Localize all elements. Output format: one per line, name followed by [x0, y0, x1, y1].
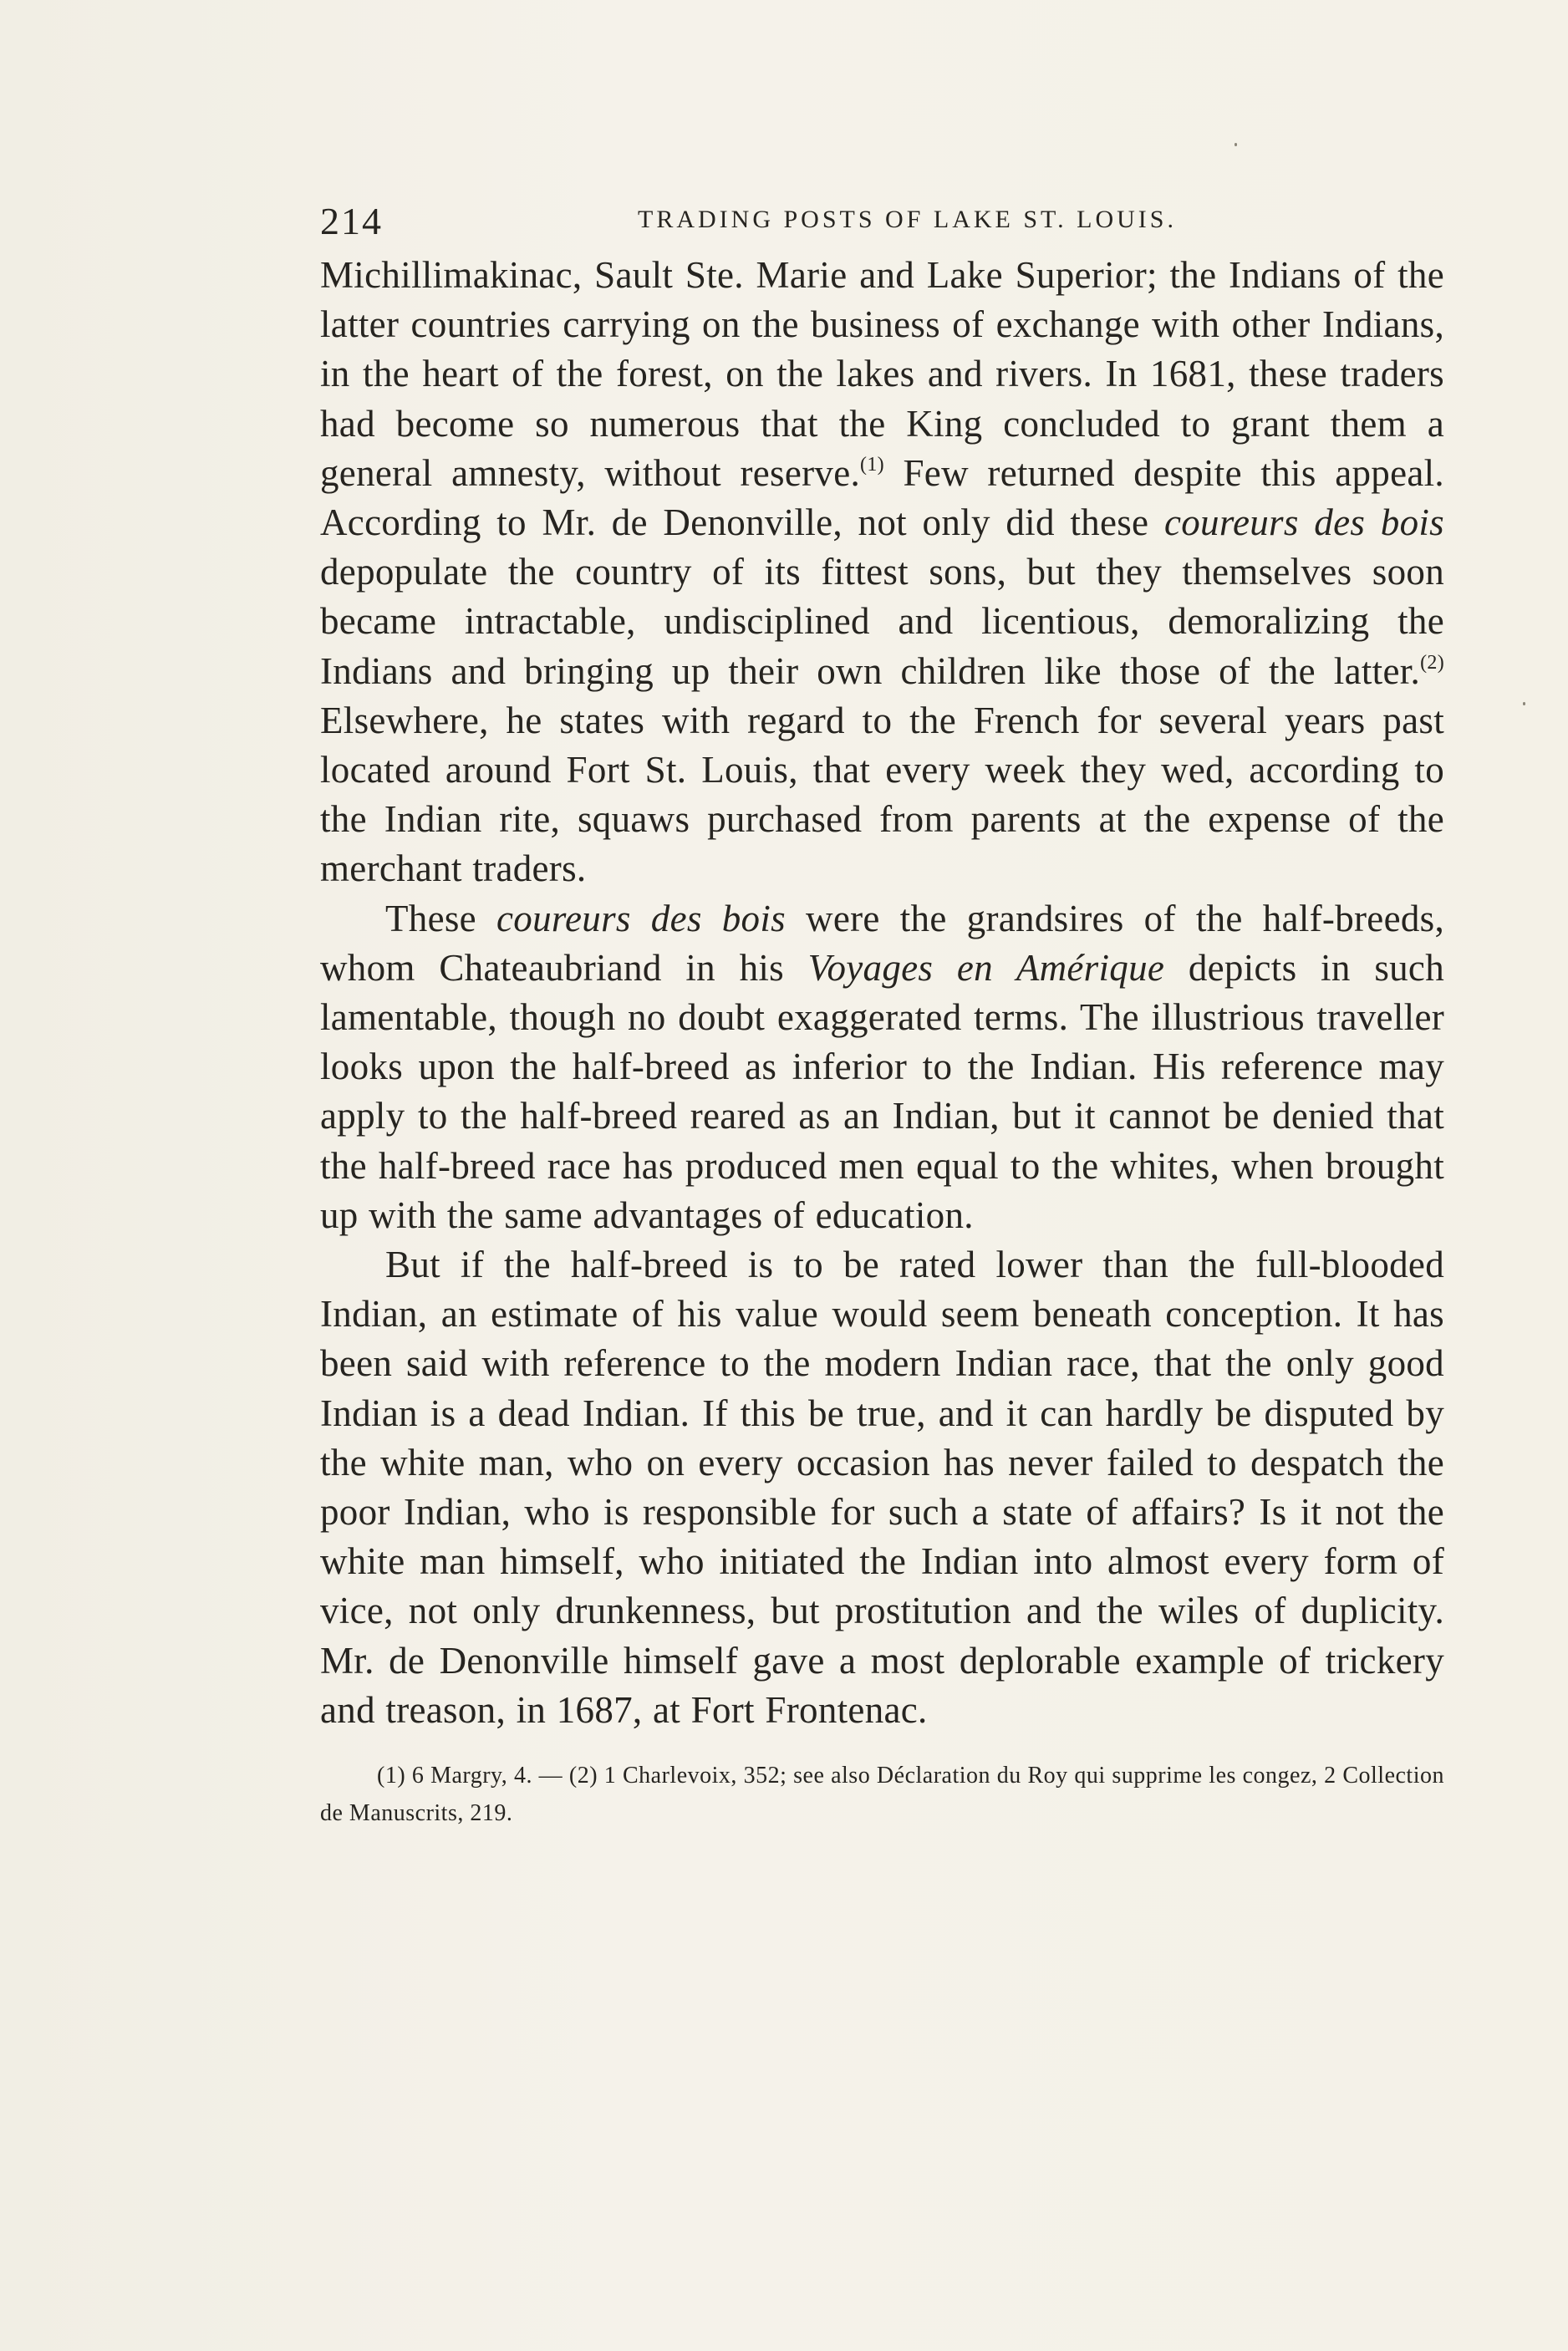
- paragraph-1: [320, 251, 1444, 894]
- text-run: Few returned despite this appeal. According to Mr. de Denonville, not only did these: [320, 451, 1444, 544]
- paragraph-2: [320, 894, 1444, 1240]
- footnote-ref-2: (2): [1420, 651, 1444, 674]
- text-run: were the grandsires of the half-breeds, whom Chateaubriand in his: [320, 897, 1445, 989]
- italic-phrase: coureurs des bois: [1163, 501, 1444, 544]
- text-block: [320, 192, 1444, 1855]
- paper-speck: [1523, 702, 1525, 705]
- footnotes: (1) 6 Margry, 4. — (2) 1 Charlevoix, 352; see also Déclaration du Roy qui supprime les congez, 2 Collection de Manuscrits, 219.: [320, 1763, 1444, 1827]
- text-run: Elsewhere, he states with regard to the French for several years past located around Fort St. Louis, that every week they wed, according to the Indian rite, squaws purchased from parents at the expense of the merchant traders.: [320, 699, 1444, 890]
- italic-phrase: coureurs des bois: [496, 897, 786, 939]
- page-number: 214: [320, 200, 383, 242]
- footnote-ref-1: (1): [860, 453, 884, 476]
- paper-speck: [1235, 143, 1237, 146]
- text-run: But if the half-breed is to be rated lower than the full-blooded Indian, an estimate of his value would seem beneath conception. It has been said with reference to the modern Indian race, that the only good Indian is a dead Indian. If this be true, and it can hardly be disputed by the white man, who on every occasion has never failed to despatch the poor Indian, who is responsible for such a state of affairs? Is it not the white man himself, who initiated the Indian into almost every form of vice, not only drunkenness, but prostitution and the wiles of duplicity. Mr. de Denonville himself gave a most deplorable example of trickery and treason, in 1687, at Fort Frontenac.: [320, 1244, 1444, 1731]
- running-head: [320, 192, 1444, 251]
- text-run: depicts in such lamentable, though no doubt exaggerated terms. The illustrious traveller looks upon the half-breed as inferior to the Indian. His reference may apply to the half-breed reared as an Indian, but it cannot be denied that the half-breed race has produced men equal to the whites, when brought up with the same advantages of education.: [320, 946, 1445, 1236]
- paragraph-3: [320, 1240, 1444, 1735]
- text-run: depopulate the country of its fittest sons, but they themselves soon became intractable, undisciplined and licentious, demoralizing the Indians and bringing up their own children like those of the latter.: [320, 551, 1444, 692]
- body-text: [320, 251, 1444, 1735]
- text-run: Michillimakinac, Sault Ste. Marie and Lake Superior; the Indians of the latter countries carrying on the business of exchange with other Indians, in the heart of the forest, on the lakes and rivers. In 1681, these traders had become so numerous that the King concluded to grant them a general amnesty, without reserve.: [320, 254, 1444, 494]
- text-run: These: [385, 897, 497, 939]
- italic-title: Voyages en Amérique: [807, 946, 1165, 989]
- running-title: TRADING POSTS OF LAKE ST. LOUIS.: [638, 206, 1177, 233]
